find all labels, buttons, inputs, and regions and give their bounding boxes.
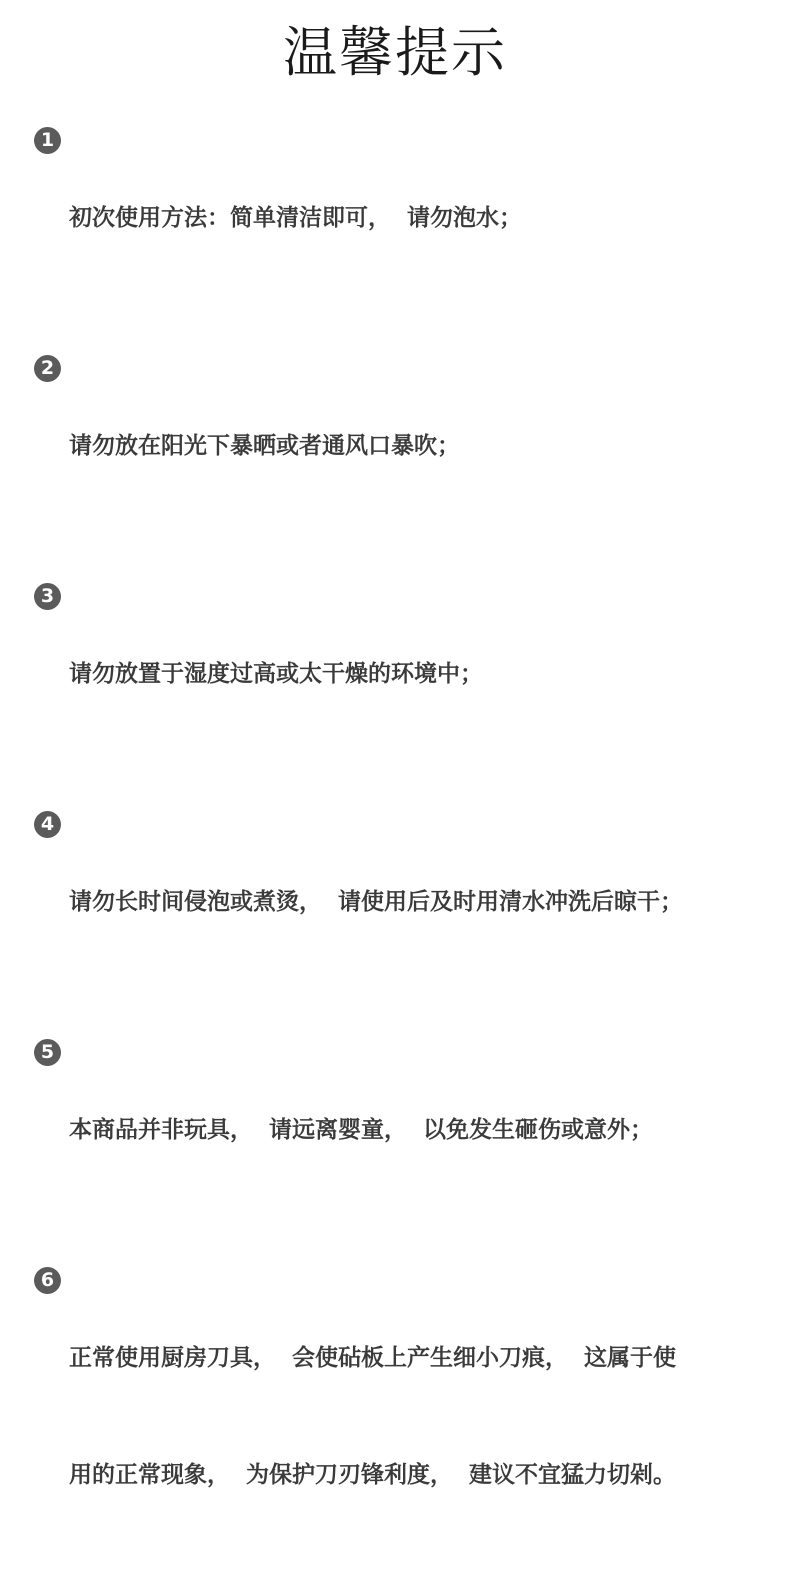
page-title: 温馨提示 bbox=[283, 21, 507, 84]
number-badge: 4 bbox=[34, 811, 61, 838]
tip-item-6 bbox=[34, 1261, 774, 1573]
tip-item-4 bbox=[34, 805, 774, 1000]
tip-line: 请勿放置于湿度过高或太干燥的环境中； bbox=[69, 661, 483, 687]
tip-line: 正常使用厨房刀具， 会使砧板上产生细小刀痕， 这属于使 bbox=[69, 1345, 677, 1371]
tip-text bbox=[69, 577, 483, 772]
number-badge: 6 bbox=[34, 1267, 61, 1294]
tip-line: 本商品并非玩具， 请远离婴童， 以免发生砸伤或意外； bbox=[69, 1117, 654, 1143]
tip-line: 请勿放在阳光下暴晒或者通风口暴吹； bbox=[69, 433, 460, 459]
tip-text bbox=[69, 805, 683, 1000]
number-badge: 1 bbox=[34, 127, 61, 154]
tip-line: 初次使用方法：简单清洁即可， 请勿泡水； bbox=[69, 205, 523, 231]
tip-text bbox=[69, 1261, 676, 1573]
tip-line: 用的正常现象， 为保护刀刃锋利度， 建议不宜猛力切剁。 bbox=[69, 1462, 677, 1488]
tip-item-1 bbox=[34, 121, 774, 316]
tip-text bbox=[69, 121, 522, 316]
number-badge: 3 bbox=[34, 583, 61, 610]
number-badge: 5 bbox=[34, 1039, 61, 1066]
tip-line: 请勿长时间侵泡或煮烫， 请使用后及时用清水冲洗后晾干； bbox=[69, 889, 684, 915]
tips-list bbox=[34, 121, 774, 1573]
tip-item-3 bbox=[34, 577, 774, 772]
number-badge: 2 bbox=[34, 355, 61, 382]
tip-item-5 bbox=[34, 1033, 774, 1228]
tip-text bbox=[69, 1033, 653, 1228]
tip-item-2 bbox=[34, 349, 774, 544]
tip-text bbox=[69, 349, 460, 544]
